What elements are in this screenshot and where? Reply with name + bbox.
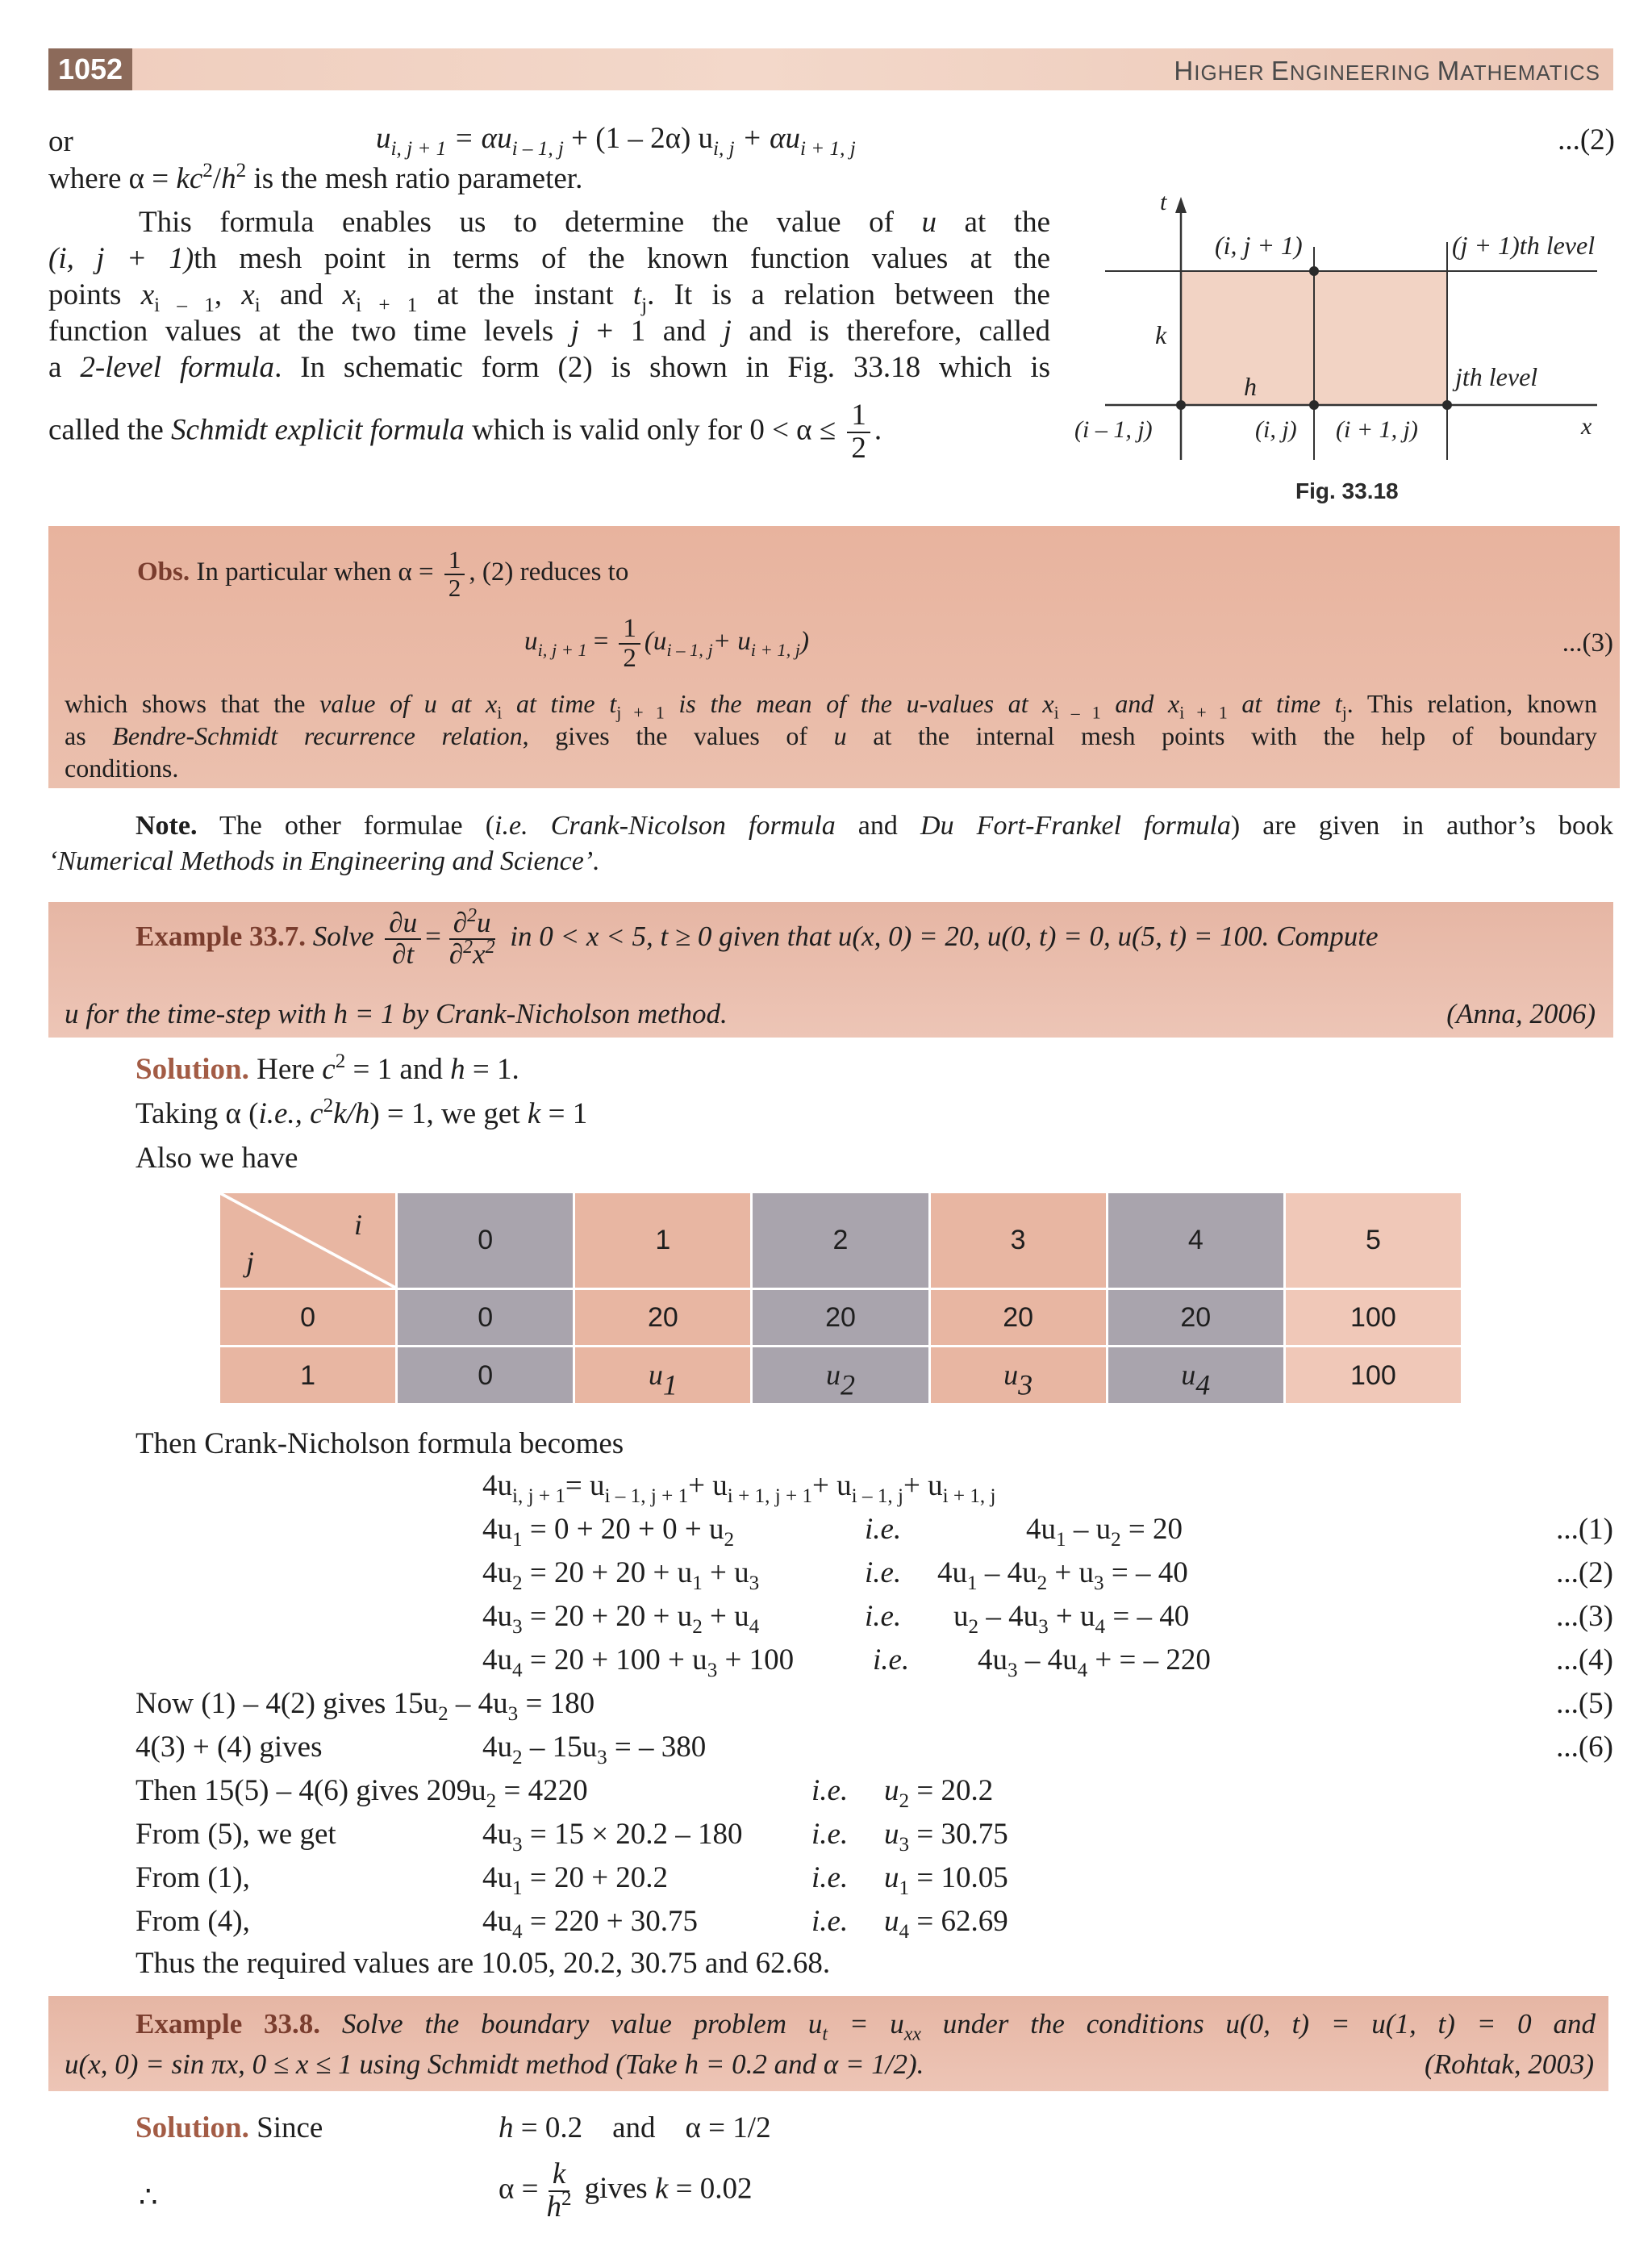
crank-eq-4-ie: i.e. bbox=[873, 1643, 910, 1677]
crank-eq-1-ie: i.e. bbox=[865, 1513, 902, 1546]
solution-338-label: Solution. Since bbox=[136, 2111, 323, 2144]
table-cell: 0 bbox=[397, 1347, 574, 1405]
crank-eq-2-number: ...(2) bbox=[1556, 1556, 1613, 1589]
center-node-label: (i, j) bbox=[1255, 416, 1297, 443]
table-cell: $u_3$ bbox=[929, 1347, 1107, 1405]
node-left bbox=[1176, 400, 1186, 410]
solution-338-given: h = 0.2 and α = 1/2 bbox=[499, 2111, 771, 2144]
solution-337-line-3: Also we have bbox=[136, 1142, 298, 1175]
row-j-cell: 1 bbox=[219, 1347, 397, 1405]
corner-j-label: j bbox=[246, 1246, 255, 1278]
table-corner bbox=[219, 1192, 397, 1289]
crank-eq-3-rhs: $u_2 - 4u_3 + u_4$ = – 40 bbox=[953, 1600, 1190, 1638]
crank-eq-2-ie: i.e. bbox=[865, 1556, 902, 1589]
para-line-5: a 2-level formula. In schematic form (2) is shown in Fig. 33.18 which is bbox=[48, 351, 1050, 384]
h-label: h bbox=[1244, 372, 1257, 401]
result-2-label: From (5), we get bbox=[136, 1818, 336, 1851]
lower-level-label: jth level bbox=[1455, 362, 1538, 391]
crank-intro: Then Crank-Nicholson formula becomes bbox=[136, 1427, 624, 1460]
equation-2: $u_{i, j + 1} = \alpha u_{i - 1, j} + (1 - 2\alpha) u_{i, j} + \alpha u_{i + 1, j}$ bbox=[376, 122, 856, 160]
mesh-ratio-line: where $\alpha = kc^2/h^2$ is the mesh ratio parameter. bbox=[48, 160, 583, 195]
header-cell: 3 bbox=[929, 1192, 1107, 1289]
equation-2-number: ...(2) bbox=[1558, 123, 1615, 157]
note-line-2: ‘Numerical Methods in Engineering and Science’. bbox=[48, 846, 600, 876]
table-cell: 20 bbox=[1107, 1288, 1284, 1347]
table-cell: 20 bbox=[574, 1288, 752, 1347]
para-line-4: function values at the two time levels j + 1 and j and is therefore, called bbox=[48, 315, 1050, 348]
example-337-line-1: Example 33.7. Solve $\frac{\partial u}{\partial t}$ = $\frac{\partial^2u}{\partial^2x^2}$ in 0 < x < 5, t ≥ 0 given that u(x, 0) = 20, u(0, t) = 0, u(5, t) = 100. Compute bbox=[136, 904, 1379, 970]
therefore-symbol: ∴ bbox=[139, 2181, 158, 2214]
result-4-label: From (4), bbox=[136, 1905, 250, 1938]
figure-caption: Fig. 33.18 bbox=[1295, 478, 1399, 503]
note-line-1: Note. The other formulae (i.e. Crank-Nicolson formula and Du Fort-Frankel formula) are given in author’s book bbox=[136, 811, 1613, 841]
step-6-number: ...(6) bbox=[1556, 1731, 1613, 1764]
crank-eq-1-rhs: $4u_1 - u_2 = 20$ bbox=[1026, 1513, 1183, 1551]
table-row bbox=[219, 1288, 1462, 1347]
node-top bbox=[1309, 266, 1319, 276]
header-cell: 1 bbox=[574, 1192, 752, 1289]
node-center bbox=[1309, 400, 1319, 410]
crank-eq-3-lhs: $4u_3 = 20 + 20 + u_2 + u_4$ bbox=[482, 1600, 760, 1638]
step-5: Now (1) – 4(2) gives $15u_2 - 4u_3 = 180$ bbox=[136, 1687, 595, 1725]
crank-eq-2-rhs: $4u_1 - 4u_2 + u_3$ = – 40 bbox=[937, 1556, 1188, 1594]
para-line-1: This formula enables us to determine the value of u at the bbox=[139, 206, 1051, 239]
table-cell: $u_1$ bbox=[574, 1347, 752, 1405]
table-cell: 0 bbox=[397, 1288, 574, 1347]
t-axis-label: t bbox=[1160, 189, 1167, 215]
obs-intro: Obs. In particular when α = $\frac{1}{2}$ , (2) reduces to bbox=[137, 545, 629, 602]
equation-3-number: ...(3) bbox=[1562, 628, 1613, 658]
alpha-equation: α = $\frac{k}{h^2}$ gives k = 0.02 bbox=[499, 2157, 753, 2224]
crank-eq-2-lhs: $4u_2 = 20 + 20 + u_1 + u_3$ bbox=[482, 1556, 760, 1594]
result-2-ie: i.e. bbox=[811, 1818, 849, 1851]
table-cell: 100 bbox=[1284, 1347, 1462, 1405]
grid-values-table bbox=[218, 1191, 1463, 1405]
corner-i-label: i bbox=[354, 1209, 363, 1241]
result-2-value: $u_3 = 30.75$ bbox=[884, 1818, 1008, 1856]
crank-eq-4-rhs: $4u_3 - 4u_4$ + = – 220 bbox=[978, 1643, 1211, 1681]
table-cell: 100 bbox=[1284, 1288, 1462, 1347]
upper-level-label: (j + 1)th level bbox=[1452, 231, 1596, 260]
example-338-line-2: u(x, 0) = sin πx, 0 ≤ x ≤ 1 using Schmidt method (Take h = 0.2 and α = 1/2). bbox=[65, 2048, 924, 2080]
header-cell: 5 bbox=[1284, 1192, 1462, 1289]
result-4-value: $u_4 = 62.69$ bbox=[884, 1905, 1008, 1943]
header-cell: 2 bbox=[752, 1192, 929, 1289]
result-2-equation: $4u_3 = 15 \times 20.2 - 180$ bbox=[482, 1818, 743, 1856]
step-5-number: ...(5) bbox=[1556, 1687, 1613, 1720]
crank-eq-3-ie: i.e. bbox=[865, 1600, 902, 1633]
result-4-equation: $4u_4 = 220 + 30.75$ bbox=[482, 1905, 699, 1943]
table-row bbox=[219, 1347, 1462, 1405]
right-node-label: (i + 1, j) bbox=[1336, 416, 1418, 443]
example-337-source: (Anna, 2006) bbox=[1446, 998, 1596, 1029]
equation-3: $u_{i, j + 1}$ = $\frac{1}{2}$ $(u_{i - 1, j}+ u_{i + 1, j})$ bbox=[524, 614, 810, 673]
left-node-label: (i – 1, j) bbox=[1074, 416, 1153, 443]
result-3-ie: i.e. bbox=[811, 1861, 849, 1894]
x-axis-label: x bbox=[1581, 413, 1592, 440]
step-6-equation: $4u_2 - 15u_3$ = – 380 bbox=[482, 1731, 707, 1768]
table-cell: 20 bbox=[752, 1288, 929, 1347]
page-number: 1052 bbox=[48, 48, 132, 90]
crank-eq-4-lhs: $4u_4 = 20 + 100 + u_3 + 100$ bbox=[482, 1643, 795, 1681]
table-cell: 20 bbox=[929, 1288, 1107, 1347]
example-338-line-1: Example 33.8. Solve the boundary value problem $u_t = u_{xx}$ under the conditions u(0, t) = u(1, t) = 0 and bbox=[136, 2008, 1596, 2045]
obs-line-2: as Bendre-Schmidt recurrence relation, gives the values of u at the internal mesh points with the help of boundary bbox=[65, 721, 1598, 750]
header-cell: 0 bbox=[397, 1192, 574, 1289]
obs-line-3: conditions. bbox=[65, 754, 179, 783]
obs-line-1: which shows that the value of u at $x_i$ at time $t_{j + 1}$ is the mean of the u-values at $x_{i - 1}$ and $x_{i + 1}$ at time $t_j$. This relation, known bbox=[65, 689, 1598, 723]
solution-337-line-2: Taking α (i.e., $c^2k/h) = 1$, we get k = 1 bbox=[136, 1095, 588, 1130]
t-arrow bbox=[1175, 197, 1187, 213]
step-6-label: 4(3) + (4) gives bbox=[136, 1731, 323, 1764]
conclusion: Thus the required values are 10.05, 20.2, 30.75 and 62.68. bbox=[136, 1947, 831, 1980]
crank-eq-1-number: ...(1) bbox=[1556, 1513, 1613, 1546]
result-3-value: $u_1 = 10.05$ bbox=[884, 1861, 1008, 1899]
table-cell: $u_4$ bbox=[1107, 1347, 1284, 1405]
solution-337-line-1: Solution. Here $c^2 = 1$ and h = 1. bbox=[136, 1050, 519, 1086]
header-cell: 4 bbox=[1107, 1192, 1284, 1289]
result-4-ie: i.e. bbox=[811, 1905, 849, 1938]
k-label: k bbox=[1155, 320, 1167, 349]
mesh-figure bbox=[1065, 186, 1613, 508]
example-338-source: (Rohtak, 2003) bbox=[1425, 2048, 1594, 2080]
para-line-3: points $x_{i - 1}$, $x_i$ and $x_{i + 1}$ at the instant $t_j$. It is a relation between the bbox=[48, 278, 1050, 316]
schmidt-line: called the Schmidt explicit formula which is valid only for 0 < α ≤ $\frac{1}{2}$ . bbox=[48, 399, 882, 465]
result-1-value: $u_2 = 20.2$ bbox=[884, 1774, 994, 1812]
para-line-2: (i, j + 1)th mesh point in terms of the known function values at the bbox=[48, 242, 1050, 275]
crank-eq-1-lhs: $4u_1 = 0 + 20 + 0 + u_2$ bbox=[482, 1513, 735, 1551]
or-label: or bbox=[48, 125, 73, 158]
crank-eq-3-number: ...(3) bbox=[1556, 1600, 1613, 1633]
crank-eq-4-number: ...(4) bbox=[1556, 1643, 1613, 1677]
crank-general-equation: $4u_{i, j + 1}= u_{i - 1, j + 1}+ u_{i + 1, j + 1}+ u_{i - 1, j}+ u_{i + 1, j}$ bbox=[482, 1469, 996, 1507]
result-3-label: From (1), bbox=[136, 1861, 250, 1894]
row-j-cell: 0 bbox=[219, 1288, 397, 1347]
result-1-ie: i.e. bbox=[811, 1774, 849, 1807]
node-right bbox=[1442, 400, 1452, 410]
result-1-label: Then 15(5) – 4(6) gives $209u_2 = 4220$ bbox=[136, 1774, 588, 1812]
result-3-equation: $4u_1 = 20 + 20.2$ bbox=[482, 1861, 669, 1899]
table-cell: $u_2$ bbox=[752, 1347, 929, 1405]
example-337-line-2: u for the time-step with h = 1 by Crank-Nicholson method. bbox=[65, 998, 728, 1029]
book-title: HIGHER ENGINEERING MATHEMATICS bbox=[1174, 56, 1600, 86]
top-node-label: (i, j + 1) bbox=[1215, 231, 1303, 260]
